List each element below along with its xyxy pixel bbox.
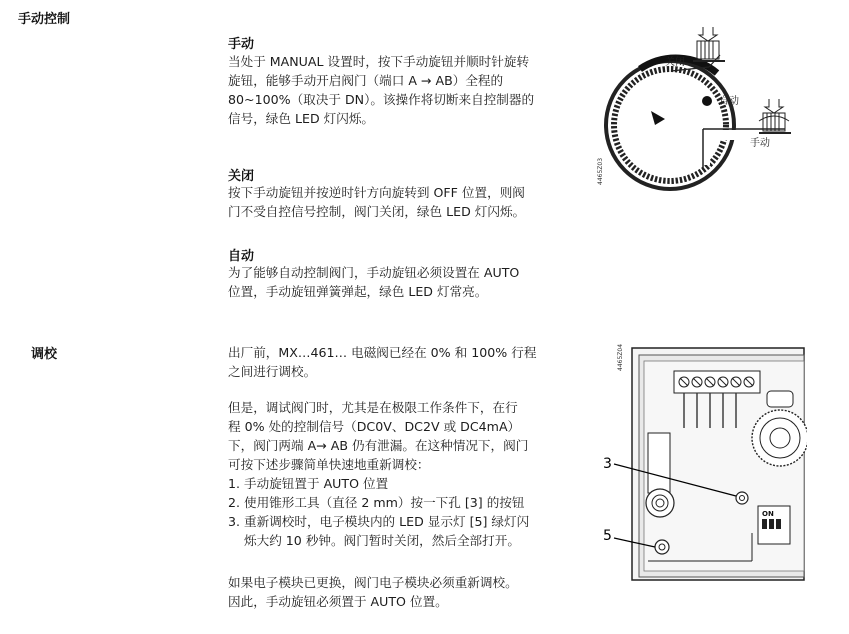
knob-indicator-arrow [651, 111, 665, 125]
text-line: 为了能够自动控制阀门，手动旋钮必须设置在 AUTO [228, 265, 520, 280]
knob-rotate-icon [759, 99, 791, 133]
manual-knob-diagram [585, 25, 815, 220]
section-title-manual-control: 手动控制 [18, 12, 71, 27]
calibration-steps [228, 474, 529, 550]
knob-pressed-icon [693, 27, 725, 61]
list-text: 烁大约 10 秒钟。阀门暂时关闭，然后全部打开。 [244, 533, 520, 548]
list-item [228, 493, 529, 512]
text-line: 程 0% 处的控制信号（DC0V、DC2V 或 DC4mA） [228, 419, 521, 434]
text-line: 但是，调试阀门时，尤其是在极限工作条件下，在行 [228, 400, 518, 415]
text-line: 如果电子模块已更换，阀门电子模块必须重新调校。 [228, 575, 518, 590]
text-line: 位置，手动旋钮弹簧弹起，绿色 LED 灯常亮。 [228, 284, 488, 299]
calibration-paragraph-3 [228, 573, 518, 611]
list-text: 使用锥形工具（直径 2 mm）按一下孔 [3] 的按钮 [244, 495, 525, 510]
manual-paragraph [228, 52, 534, 128]
text-line: 因此，手动旋钮必须置于 AUTO 位置。 [228, 594, 448, 609]
figure-code: 4465Z03 [597, 157, 604, 185]
text-line: 信号，绿色 LED 灯闪烁。 [228, 111, 375, 126]
section-title-calibration: 调校 [31, 347, 58, 362]
knob-outer-ring [606, 61, 734, 189]
list-text: 重新调校时，电子模块内的 LED 显示灯 [5] 绿灯闪 [244, 514, 530, 529]
callout-3: 3 [603, 456, 612, 472]
text-line: 出厂前，MX…461… 电磁阀已经在 0% 和 100% 行程 [228, 345, 537, 360]
list-item [228, 474, 529, 493]
gear-wheel [752, 410, 807, 466]
dip-switch-label: ON [762, 510, 774, 518]
text-line: 下，阀门两端 A→ AB 仍有泄漏。在这种情况下，阀门 [228, 438, 529, 453]
close-heading: 关闭 [228, 169, 255, 184]
text-line: 门不受自控信号控制，阀门关闭，绿色 LED 灯闪烁。 [228, 204, 526, 219]
list-number: 1. [228, 476, 241, 491]
manual-heading: 手动 [228, 37, 255, 52]
figure-code: 4465Z04 [617, 343, 624, 371]
text-line: 旋钮，能够手动开启阀门（端口 A → AB）全程的 [228, 73, 504, 88]
text-line: 可按下述步骤简单快速地重新调校： [228, 457, 430, 472]
text-line: 当处于 MANUAL 设置时，按下手动旋钮并顺时针旋转 [228, 54, 530, 69]
label-auto: 自动 [719, 96, 739, 107]
list-item-continuation [228, 531, 529, 550]
electronic-module-diagram [612, 333, 807, 588]
list-item [228, 512, 529, 531]
callout-5: 5 [603, 528, 612, 544]
label-close: 关闭 [665, 57, 685, 68]
list-number: 2. [228, 495, 241, 510]
calibration-paragraph-2 [228, 398, 528, 474]
terminal-block [674, 371, 760, 393]
label-manual: 手动 [750, 138, 770, 149]
auto-position-dot [702, 96, 712, 106]
text-line: 80~100%（取决于 DN）。该操作将切断来自控制器的 [228, 92, 535, 107]
dip-switch [758, 506, 790, 544]
list-text: 手动旋钮置于 AUTO 位置 [244, 476, 389, 491]
close-paragraph [228, 183, 525, 221]
calibration-paragraph-1 [228, 343, 536, 381]
list-number: 3. [228, 514, 241, 529]
text-line: 之间进行调校。 [228, 364, 317, 379]
auto-heading: 自动 [228, 249, 255, 264]
auto-paragraph [228, 263, 519, 301]
text-line: 按下手动旋钮并按逆时针方向旋转到 OFF 位置，则阀 [228, 185, 525, 200]
